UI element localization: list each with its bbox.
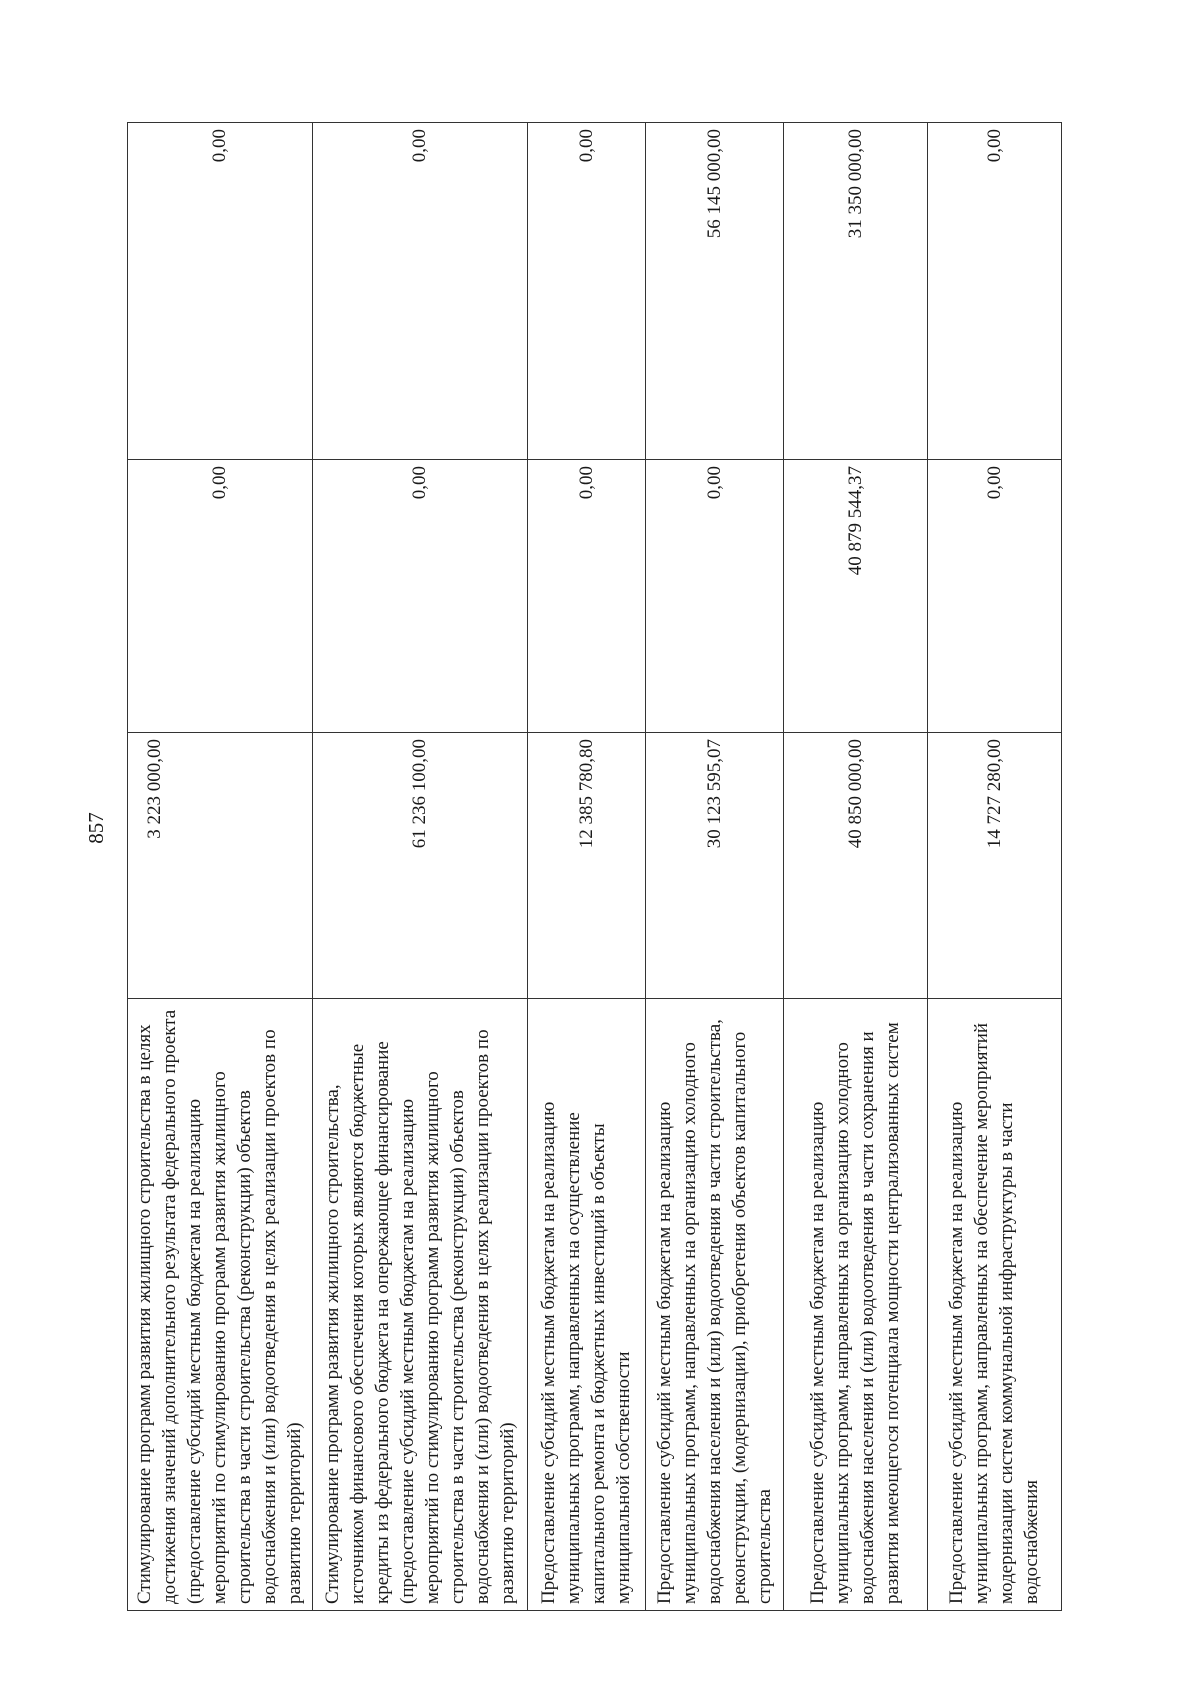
row-value-2: 40 879 544,37: [784, 460, 928, 733]
row-value-1: 61 236 100,00: [312, 733, 527, 999]
table-row: [312, 123, 527, 1611]
table-row: [645, 123, 783, 1611]
row-value-3: 0,00: [927, 123, 1061, 460]
row-value-3: 31 350 000,00: [784, 123, 928, 460]
row-value-2: 0,00: [527, 460, 645, 733]
table-row: [128, 123, 313, 1611]
row-value-1: 3 223 000,00: [128, 733, 313, 999]
row-value-3: 0,00: [128, 123, 313, 460]
row-description: Предоставление субсидий местным бюджетам на реализацию муниципальных программ, направленных на организацию холодного водоснабжения населения и (или) водоотведения в части сохранения и развития имеющегося потенциала мощности централизованных систем: [784, 999, 928, 1611]
table-row: [784, 123, 928, 1611]
row-value-2: 0,00: [927, 460, 1061, 733]
row-value-2: 0,00: [645, 460, 783, 733]
budget-table-rotated: [127, 123, 1062, 1611]
budget-table: [127, 122, 1062, 1611]
row-value-3: 0,00: [312, 123, 527, 460]
row-description: Предоставление субсидий местным бюджетам на реализацию муниципальных программ, направленных на обеспечение мероприятий модернизации систем коммунальной инфраструктуры в части водоснабжения: [927, 999, 1061, 1611]
row-value-2: 0,00: [128, 460, 313, 733]
row-value-1: 12 385 780,80: [527, 733, 645, 999]
row-description: Стимулирование программ развития жилищного строительства в целях достижения значений дополнительного результата федерального проекта (предоставление субсидий местным бюджетам на реализацию мероприятий по стимулированию программ развития жилищного строительства в части строительства (реконструкции) объектов водоснабжения и (или) водоотведения в целях реализации проектов по развитию территорий): [128, 999, 313, 1611]
row-value-3: 0,00: [527, 123, 645, 460]
table-row: [927, 123, 1061, 1611]
row-description: Стимулирование программ развития жилищного строительства, источником финансового обеспечения которых являются бюджетные кредиты из федерального бюджета на опережающее финансирование (предоставление субсидий местным бюджетам на реализацию мероприятий по стимулированию программ развития жилищного строительства в части строительства (реконструкции) объектов водоснабжения и (или) водоотведения в целях реализации проектов по развитию территорий): [312, 999, 527, 1611]
row-description: Предоставление субсидий местным бюджетам на реализацию муниципальных программ, направленных на осуществление капитального ремонта и бюджетных инвестиций в объекты муниципальной собственности: [527, 999, 645, 1611]
row-description: Предоставление субсидий местным бюджетам на реализацию муниципальных программ, направленных на организацию холодного водоснабжения населения и (или) водоотведения в части строительства, реконструкции, (модернизации), приобретения объектов капитального строительства: [645, 999, 783, 1611]
row-value-3: 56 145 000,00: [645, 123, 783, 460]
table-row: [527, 123, 645, 1611]
page-number: 857: [84, 812, 108, 844]
row-value-2: 0,00: [312, 460, 527, 733]
row-value-1: 14 727 280,00: [927, 733, 1061, 999]
row-value-1: 40 850 000,00: [784, 733, 928, 999]
row-value-1: 30 123 595,07: [645, 733, 783, 999]
